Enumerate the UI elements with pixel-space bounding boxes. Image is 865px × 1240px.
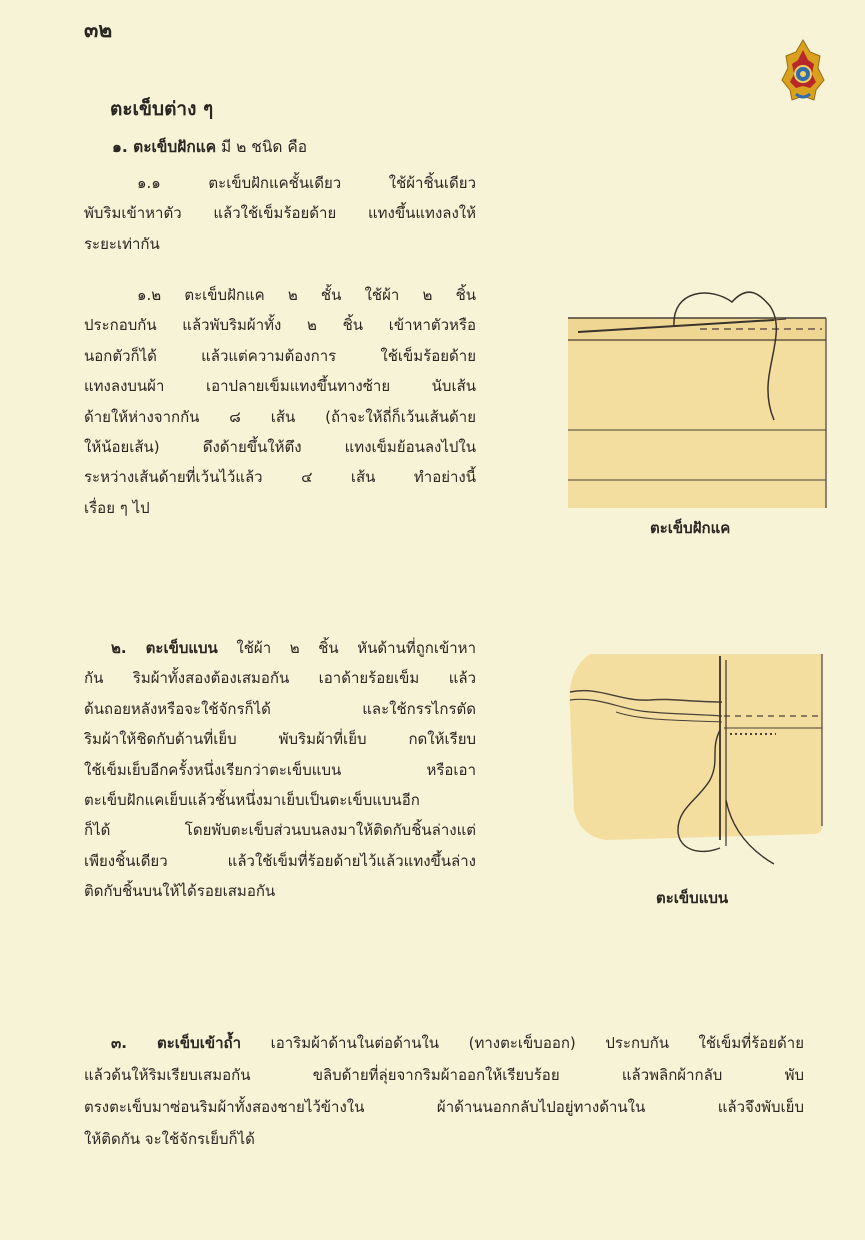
flat-seam-illustration xyxy=(560,650,830,880)
paragraph-line: ประกอบกัน แล้วพับริมผ้าทั้ง ๒ ชิ้น เข้าหาตัวหรือ xyxy=(84,316,476,335)
paragraph-line: ติดกับชิ้นบนให้ได้รอยเสมอกัน xyxy=(84,882,276,901)
paragraph-line: นอกตัวก็ได้ แล้วแต่ความต้องการ ใช้เข็มร้อยด้าย xyxy=(84,346,476,365)
paragraph-line: ให้น้อยเส้น) ดึงด้ายขึ้นให้ตึง แทงเข็มย้อนลงไปใน xyxy=(84,438,476,457)
paragraph-line: ๑.๒ ตะเข็บฝักแค ๒ ชั้น ใช้ผ้า ๒ ชิ้น xyxy=(137,286,476,304)
section3-first-line xyxy=(84,1027,804,1059)
paragraph-line: ระหว่างเส้นด้ายที่เว้นไว้แล้ว ๔ เส้น ทำอย่างนี้ xyxy=(84,468,476,487)
paragraph-line: ตะเข็บฝักแคเย็บแล้วชั้นหนึ่งมาเย็บเป็นตะเข็บแบนอีก xyxy=(84,791,420,810)
section1-title: ๑. ตะเข็บฝักแค xyxy=(112,138,217,156)
paragraph-line: ก็ได้ โดยพับตะเข็บส่วนบนลงมาให้ติดกับชิ้นล่างแต่ xyxy=(84,821,476,840)
section1-1-paragraph xyxy=(84,168,476,259)
paragraph-line: เพียงชิ้นเดียว แล้วใช้เข็มที่ร้อยด้ายไว้แล้วแทงขึ้นล่าง xyxy=(84,851,476,870)
figure1-caption: ตะเข็บฝักแค xyxy=(650,519,731,537)
paragraph-line: แล้วด้นให้ริมเรียบเสมอกัน ขลิบด้ายที่ลุ่ยจากริมผ้าออกให้เรียบร้อย แล้วพลิกผ้ากลับ พับ xyxy=(84,1066,804,1084)
section2-first-line xyxy=(84,633,476,663)
section2-paragraph xyxy=(84,633,476,907)
paragraph-line: เอาริมผ้าด้านในต่อด้านใน (ทางตะเข็บออก) ประกบกัน ใช้เข็มที่ร้อยด้าย xyxy=(241,1034,805,1052)
paragraph-line: กัน ริมผ้าทั้งสองต้องเสมอกัน เอาด้ายร้อยเข็ม แล้ว xyxy=(84,669,476,688)
section1-intro xyxy=(112,134,307,159)
paragraph-line: ใช้ผ้า ๒ ชิ้น หันด้านที่ถูกเข้าหา xyxy=(217,639,476,657)
figure2-caption: ตะเข็บแบน xyxy=(656,889,729,907)
paragraph-line: ริมผ้าให้ชิดกับด้านที่เย็บ พับริมผ้าที่เย็บ กดให้เรียบ xyxy=(84,730,476,749)
section3-title: ๓. ตะเข็บเข้าถ้ำ xyxy=(111,1034,242,1052)
paragraph-line: พับริมเข้าหาตัว แล้วใช้เข็มร้อยด้าย แทงขึ้นแทงลงให้ xyxy=(84,204,476,223)
section1-intro-text: มี ๒ ชนิด คือ xyxy=(216,138,308,156)
paragraph-line: เรื่อย ๆ ไป xyxy=(84,498,150,517)
paragraph-line: ใช้เข็มเย็บอีกครั้งหนึ่งเรียกว่าตะเข็บแบน หรือเอา xyxy=(84,760,476,779)
french-seam-illustration xyxy=(560,280,830,510)
paragraph-line: แทงลงบนผ้า เอาปลายเข็มแทงขึ้นทางซ้าย นับเส้น xyxy=(84,377,476,396)
section2-title: ๒. ตะเข็บแบน xyxy=(111,639,218,657)
page-number: ๓๒ xyxy=(84,18,113,42)
page-heading: ตะเข็บต่าง ๆ xyxy=(110,98,214,120)
paragraph-line: ให้ติดกัน จะใช้จักรเย็บก็ได้ xyxy=(84,1130,255,1148)
emblem-seal-icon xyxy=(778,38,828,104)
paragraph-line: ด้นถอยหลังหรือจะใช้จักรก็ได้ และใช้กรรไกรตัด xyxy=(84,699,476,718)
paragraph-line: ระยะเท่ากัน xyxy=(84,234,160,253)
section3-paragraph xyxy=(84,1027,804,1155)
paragraph-line: ๑.๑ ตะเข็บฝักแคชั้นเดียว ใช้ผ้าชิ้นเดียว xyxy=(137,174,476,192)
section1-2-paragraph xyxy=(84,280,476,523)
paragraph-line: ตรงตะเข็บมาซ่อนริมผ้าทั้งสองชายไว้ข้างใน ผ้าด้านนอกกลับไปอยู่ทางด้านใน แล้วจึงพับเย็บ xyxy=(84,1098,804,1116)
paragraph-line: ด้ายให้ห่างจากกัน ๘ เส้น (ถ้าจะให้ถี่ก็เว้นเส้นด้าย xyxy=(84,407,476,426)
